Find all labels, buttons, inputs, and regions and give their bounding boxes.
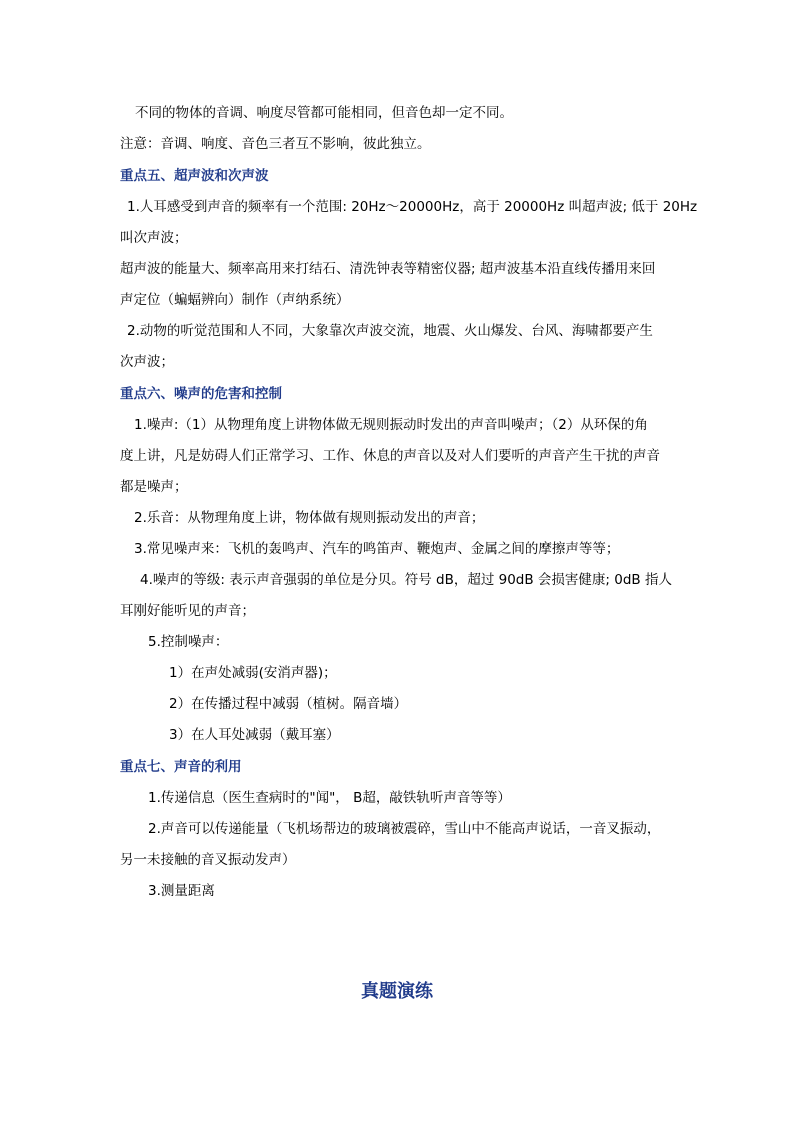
paragraph-line: 1.噪声:（1）从物理角度上讲物体做无规则振动时发出的声音叫噪声；（2）从环保的角 — [134, 417, 648, 433]
section-heading-7: 重点七、声音的利用 — [120, 759, 242, 775]
paragraph-line: 声定位（蝙蝠辨向）制作（声纳系统） — [120, 292, 350, 308]
paragraph-line: 耳刚好能听见的声音； — [120, 603, 255, 619]
section-heading-6: 重点六、噪声的危害和控制 — [120, 386, 282, 402]
paragraph-line: 另一未接触的音叉振动发声） — [120, 852, 296, 868]
section-title: 真题演练 — [361, 981, 433, 1002]
paragraph-line: 超声波的能量大、频率高用来打结石、清洗钟表等精密仪器; 超声波基本沿直线传播用来回 — [120, 261, 656, 277]
paragraph-line: 1）在声处减弱(安消声器)； — [169, 665, 337, 681]
paragraph-line: 度上讲，凡是妨碍人们正常学习、工作、休息的声音以及对人们要听的声音产生干扰的声音 — [120, 448, 660, 464]
paragraph-line: 1.人耳感受到声音的频率有一个范围: 20Hz～20000Hz，高于 20000Hz 叫超声波; 低于 20Hz — [127, 199, 698, 215]
paragraph-line: 3.常见噪声来：飞机的轰鸣声、汽车的鸣笛声、鞭炮声、金属之间的摩擦声等等； — [134, 541, 620, 557]
paragraph-line: 4.噪声的等级: 表示声音强弱的单位是分贝。符号 dB，超过 90dB 会损害健康; 0dB 指人 — [140, 572, 672, 588]
paragraph-line: 2）在传播过程中减弱（植树。隔音墙） — [169, 696, 408, 712]
paragraph-line: 3.测量距离 — [148, 883, 215, 899]
paragraph-line: 次声波； — [120, 354, 174, 370]
paragraph-line: 2.声音可以传递能量（飞机场帮边的玻璃被震碎，雪山中不能高声说话，一音叉振动， — [148, 821, 661, 837]
paragraph-line: 3）在人耳处减弱（戴耳塞） — [169, 727, 340, 743]
paragraph-line: 都是噪声； — [120, 479, 188, 495]
paragraph-line: 叫次声波； — [120, 230, 188, 246]
paragraph-line: 2.动物的听觉范围和人不同，大象靠次声波交流，地震、火山爆发、台风、海啸都要产生 — [127, 323, 653, 339]
section-heading-5: 重点五、超声波和次声波 — [120, 168, 269, 184]
paragraph-line: 不同的物体的音调、响度尽管都可能相同，但音色却一定不同。 — [135, 105, 513, 121]
paragraph-line: 2.乐音：从物理角度上讲，物体做有规则振动发出的声音； — [134, 510, 485, 526]
paragraph-line: 注意：音调、响度、音色三者互不影响，彼此独立。 — [120, 136, 431, 152]
paragraph-line: 5.控制噪声： — [148, 634, 229, 650]
paragraph-line: 1.传递信息（医生查病时的"闻"， B超，敲铁轨听声音等等） — [148, 790, 511, 806]
